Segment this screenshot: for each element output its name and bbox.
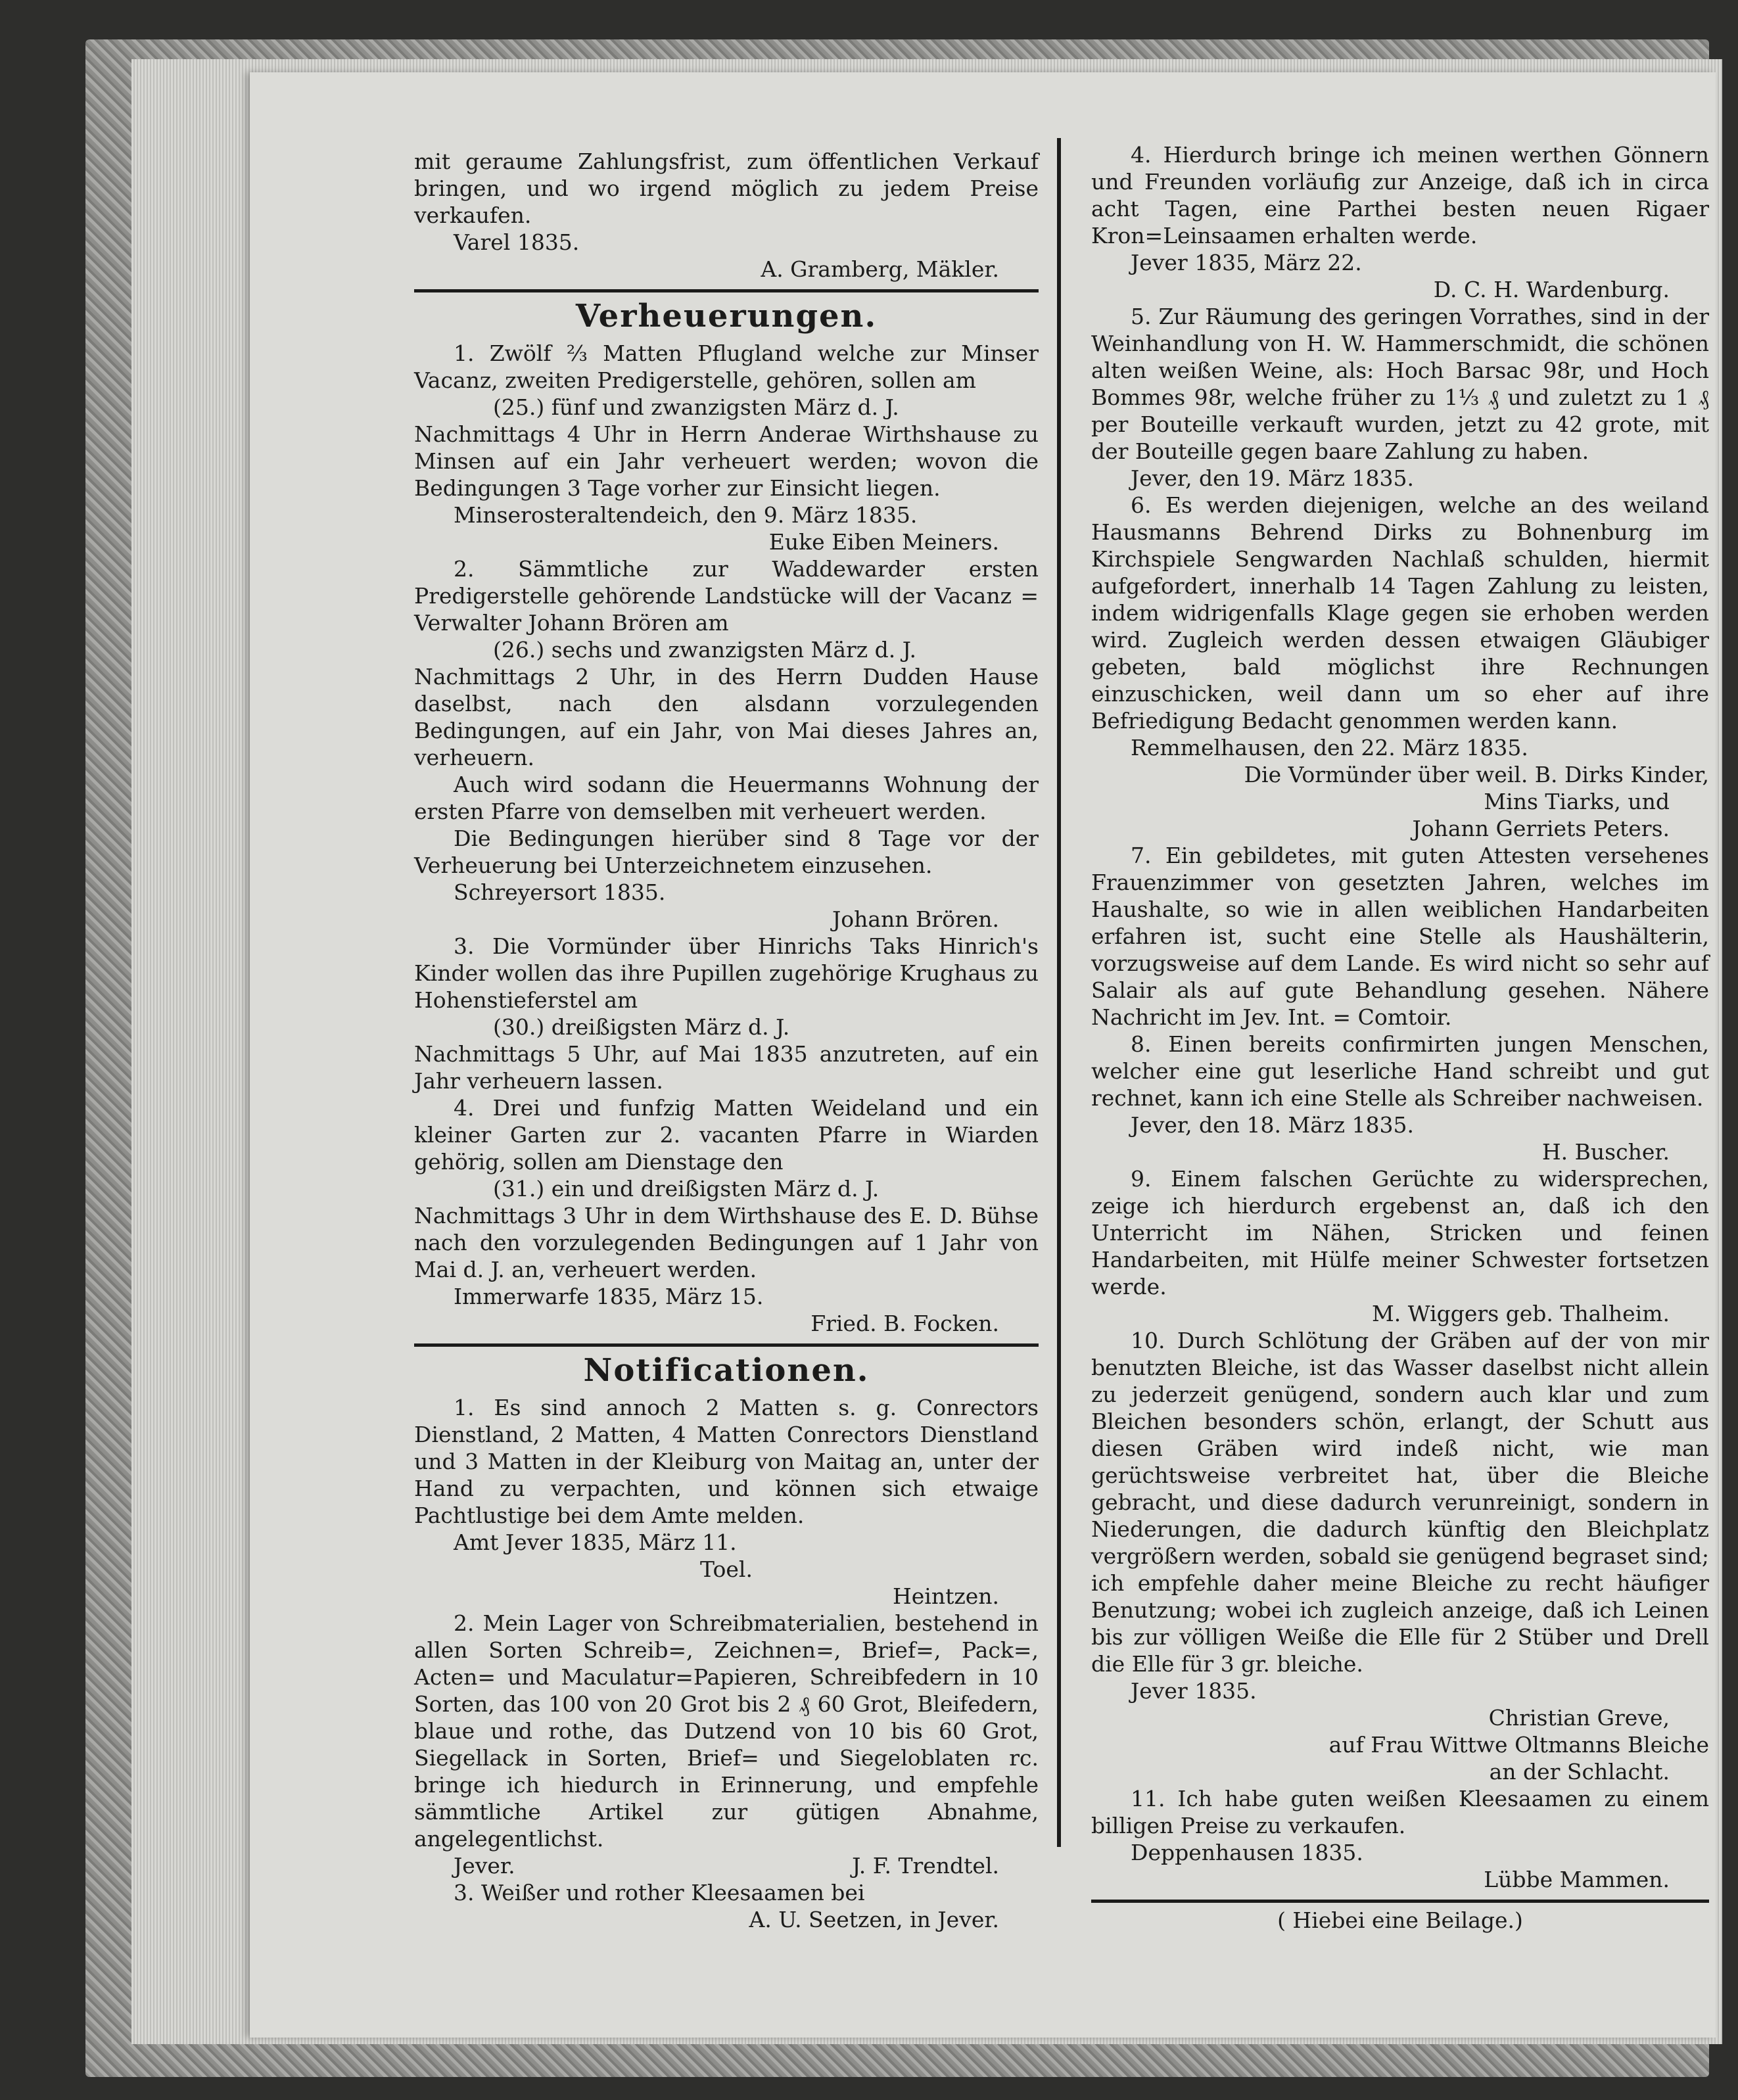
- intro-text: mit geraume Zahlungsfrist, zum öffentlichen Verkauf bringen, und wo irgend möglich zu jedem Preise verkaufen.: [414, 149, 1039, 228]
- verheuerung-1-text: 1. Zwölf ⅔ Matten Pflugland welche zur Minser Vacanz, zweiten Predigerstelle, gehören, sollen am: [414, 340, 1039, 393]
- notice-7-text: 7. Ein gebildetes, mit guten Attesten versehenes Frauenzimmer von gesetzten Jahren, welches im Haushalte, so wie in allen weiblichen Handarbeiten erfahren ist, sucht eine Stelle als Haushälterin, vorzugsweise auf dem Lande. Es wird nicht so sehr auf Salair als auf gute Behandlung gesehen. Nähere Nachricht im Jev. Int. = Comtoir.: [1091, 843, 1709, 1030]
- notice-9-text: 9. Einem falschen Gerüchte zu widersprechen, zeige ich hierdurch ergebenst an, daß ich den Unterricht im Nähen, Stricken und feinen Handarbeiten, mit Hülfe meiner Schwester fortsetzen werde.: [1091, 1166, 1709, 1299]
- section-title-verheuerungen: Verheuerungen.: [575, 298, 878, 335]
- verheuerung-3-date: (30.) dreißigsten März d. J.: [493, 1014, 790, 1040]
- notice-8-place: Jever, den 18. März 1835.: [1131, 1112, 1415, 1138]
- verheuerung-2-signature: Johann Brören.: [832, 906, 999, 932]
- section-rule: [414, 289, 1039, 292]
- verheuerung-1-place: Minserosteraltendeich, den 9. März 1835.: [454, 502, 918, 528]
- notice-6-place: Remmelhausen, den 22. März 1835.: [1131, 735, 1528, 760]
- verheuerung-4-date: (31.) ein und dreißigsten März d. J.: [493, 1176, 880, 1202]
- notification-2-signature: J. F. Trendtel.: [852, 1853, 999, 1878]
- notice-4-place: Jever 1835, März 22.: [1131, 250, 1362, 275]
- notice-11-signature: Lübbe Mammen.: [1484, 1867, 1670, 1892]
- notification-2-place: Jever.: [454, 1853, 515, 1878]
- notice-10-signature-3: an der Schlacht.: [1489, 1759, 1670, 1785]
- notice-6-signature-3: Johann Gerriets Peters.: [1412, 816, 1670, 841]
- notice-6-text: 6. Es werden diejenigen, welche an des weiland Hausmanns Behrend Dirks zu Bohnenburg im Kirchspiele Sengwarden Nachlaß schulden, hiermit aufgefordert, innerhalb 14 Tagen Zahlung zu leisten, indem widrigenfalls Klage gegen sie erhoben werden wird. Zugleich werden dessen etwaigen Gläubiger gebeten, bald möglichst ihre Rechnungen einzuschicken, weil dann um so eher auf ihre Befriedigung Bedacht genommen werden kann.: [1091, 492, 1709, 734]
- footer-rule: [1091, 1900, 1709, 1903]
- notice-10-text: 10. Durch Schlötung der Gräben auf der von mir benutzten Bleiche, ist das Wasser daselbst nicht allein zu jederzeit genügend, sondern auch klar und zum Bleichen besonders schön, erlangt, der Schutt aus diesen Gräben wird indeß nicht, wie man gerüchtsweise verbreitet hat, über die Bleiche gebracht, und diese dadurch verunreinigt, sondern in Niederungen, die dadurch künftig den Bleichplatz vergrößern werden, sobald sie genügend begraset sind; ich empfehle daher meine Bleiche zu recht häufiger Benutzung; wobei ich zugleich anzeige, daß ich Leinen bis zur völligen Weiße die Elle für 2 Stüber und Drell die Elle für 3 gr. bleiche.: [1091, 1328, 1709, 1677]
- notification-3-text: 3. Weißer und rother Kleesaamen bei: [454, 1880, 865, 1905]
- notification-1-place: Amt Jever 1835, März 11.: [454, 1529, 737, 1555]
- notification-1-signature-1: Toel.: [700, 1556, 753, 1582]
- verheuerung-1-body: Nachmittags 4 Uhr in Herrn Anderae Wirthshause zu Minsen auf ein Jahr verheuert werden; wovon die Bedingungen 3 Tage vorher zur Einsicht liegen.: [414, 421, 1039, 501]
- notice-8-signature: H. Buscher.: [1541, 1139, 1670, 1165]
- verheuerung-2-body: Nachmittags 2 Uhr, in des Herrn Dudden Hause daselbst, nach den alsdann vorzulegenden Bedingungen, auf ein Jahr, von Mai dieses Jahres an, verheuern.: [414, 664, 1039, 770]
- verheuerung-4-place: Immerwarfe 1835, März 15.: [454, 1284, 764, 1309]
- right-column: [1091, 141, 1709, 1934]
- verheuerung-3-text: 3. Die Vormünder über Hinrichs Taks Hinrich's Kinder wollen das ihre Pupillen zugehörige Krughaus zu Hohenstieferstel am: [414, 933, 1039, 1013]
- notice-5-place: Jever, den 19. März 1835.: [1131, 465, 1415, 491]
- verheuerung-2-conditions: Die Bedingungen hierüber sind 8 Tage vor der Verheuerung bei Unterzeichnetem einzusehen.: [414, 826, 1039, 878]
- notice-4-signature: D. C. H. Wardenburg.: [1433, 277, 1670, 302]
- verheuerung-2-place: Schreyersort 1835.: [454, 879, 666, 905]
- notification-1-signature-2: Heintzen.: [892, 1583, 999, 1609]
- notice-11-text: 11. Ich habe guten weißen Kleesaamen zu einem billigen Preise zu verkaufen.: [1091, 1786, 1709, 1838]
- verheuerung-4-signature: Fried. B. Focken.: [810, 1311, 999, 1336]
- notice-9-signature: M. Wiggers geb. Thalheim.: [1371, 1301, 1670, 1326]
- supplement-note: ( Hiebei eine Beilage.): [1277, 1907, 1523, 1933]
- verheuerung-4-body: Nachmittags 3 Uhr in dem Wirthshause des E. D. Bühse nach den vorzulegenden Bedingungen auf 1 Jahr von Mai d. J. an, verheuert werden.: [414, 1203, 1039, 1282]
- notice-8-text: 8. Einen bereits confirmirten jungen Menschen, welcher eine gut leserliche Hand schreibt und gut rechnet, kann ich eine Stelle als Schreiber nachweisen.: [1091, 1031, 1709, 1111]
- notice-10-signature-1: Christian Greve,: [1488, 1705, 1670, 1731]
- section-title-notificationen: Notificationen.: [583, 1352, 870, 1389]
- verheuerung-2-date: (26.) sechs und zwanzigsten März d. J.: [493, 637, 916, 663]
- notice-4-text: 4. Hierdurch bringe ich meinen werthen Gönnern und Freunden vorläufig zur Anzeige, daß ich in circa acht Tagen, eine Parthei besten neuen Rigaer Kron=Leinsaamen erhalten werde.: [1091, 142, 1709, 248]
- notice-6-signature-1: Die Vormünder über weil. B. Dirks Kinder,: [1244, 762, 1709, 787]
- verheuerung-1-date: (25.) fünf und zwanzigsten März d. J.: [493, 394, 899, 420]
- intro-place: Varel 1835.: [454, 229, 580, 255]
- verheuerung-3-body: Nachmittags 5 Uhr, auf Mai 1835 anzutreten, auf ein Jahr verheuern lassen.: [414, 1041, 1039, 1094]
- verheuerung-2-extra: Auch wird sodann die Heuermanns Wohnung der ersten Pfarre von demselben mit verheuert werden.: [414, 772, 1039, 824]
- verheuerung-4-text: 4. Drei und funfzig Matten Weideland und ein kleiner Garten zur 2. vacanten Pfarre in Wiarden gehörig, sollen am Dienstage den: [414, 1095, 1039, 1175]
- section-rule: [414, 1343, 1039, 1347]
- left-column: [414, 148, 1039, 1933]
- notice-10-signature-2: auf Frau Wittwe Oltmanns Bleiche: [1328, 1732, 1709, 1758]
- notification-2-text: 2. Mein Lager von Schreibmaterialien, bestehend in allen Sorten Schreib=, Zeichnen=, Brief=, Pack=, Acten= und Maculatur=Papieren, Schreibfedern in 10 Sorten, das 100 von 20 Grot bis 2 ₰ 60 Grot, Bleifedern, blaue und rothe, das Dutzend von 10 bis 60 Grot, Siegellack in Sorten, Brief= und Siegeloblaten rc. bringe ich hiedurch in Erinnerung, und empfehle sämmtliche Artikel zur gütigen Abnahme, angelegentlichst.: [414, 1610, 1039, 1852]
- notification-3-signature: A. U. Seetzen, in Jever.: [749, 1907, 999, 1932]
- notice-5-text: 5. Zur Räumung des geringen Vorrathes, sind in der Weinhandlung von H. W. Hammerschmidt, die schönen alten weißen Weine, als: Hoch Barsac 98r, und Hoch Bommes 98r, welche früher zu 1⅓ ₰ und zuletzt zu 1 ₰ per Bouteille verkauft wurden, jetzt zu 42 grote, mit der Bouteille gegen baare Zahlung zu haben.: [1091, 304, 1709, 464]
- column-divider: [1057, 138, 1061, 1847]
- notice-10-place: Jever 1835.: [1131, 1678, 1257, 1704]
- notice-11-place: Deppenhausen 1835.: [1131, 1840, 1363, 1865]
- notice-6-signature-2: Mins Tiarks, und: [1484, 789, 1670, 814]
- verheuerung-1-signature: Euke Eiben Meiners.: [768, 529, 999, 555]
- notification-1-text: 1. Es sind annoch 2 Matten s. g. Conrectors Dienstland, 2 Matten, 4 Matten Conrectors Dienstland und 3 Matten in der Kleiburg von Maitag an, unter der Hand zu verpachten, und können sich etwaige Pachtlustige bei dem Amte melden.: [414, 1395, 1039, 1528]
- intro-signature: A. Gramberg, Mäkler.: [761, 256, 999, 282]
- notification-2-footer: [414, 1852, 1039, 1879]
- verheuerung-2-text: 2. Sämmtliche zur Waddewarder ersten Predigerstelle gehörende Landstücke will der Vacanz = Verwalter Johann Brören am: [414, 556, 1039, 636]
